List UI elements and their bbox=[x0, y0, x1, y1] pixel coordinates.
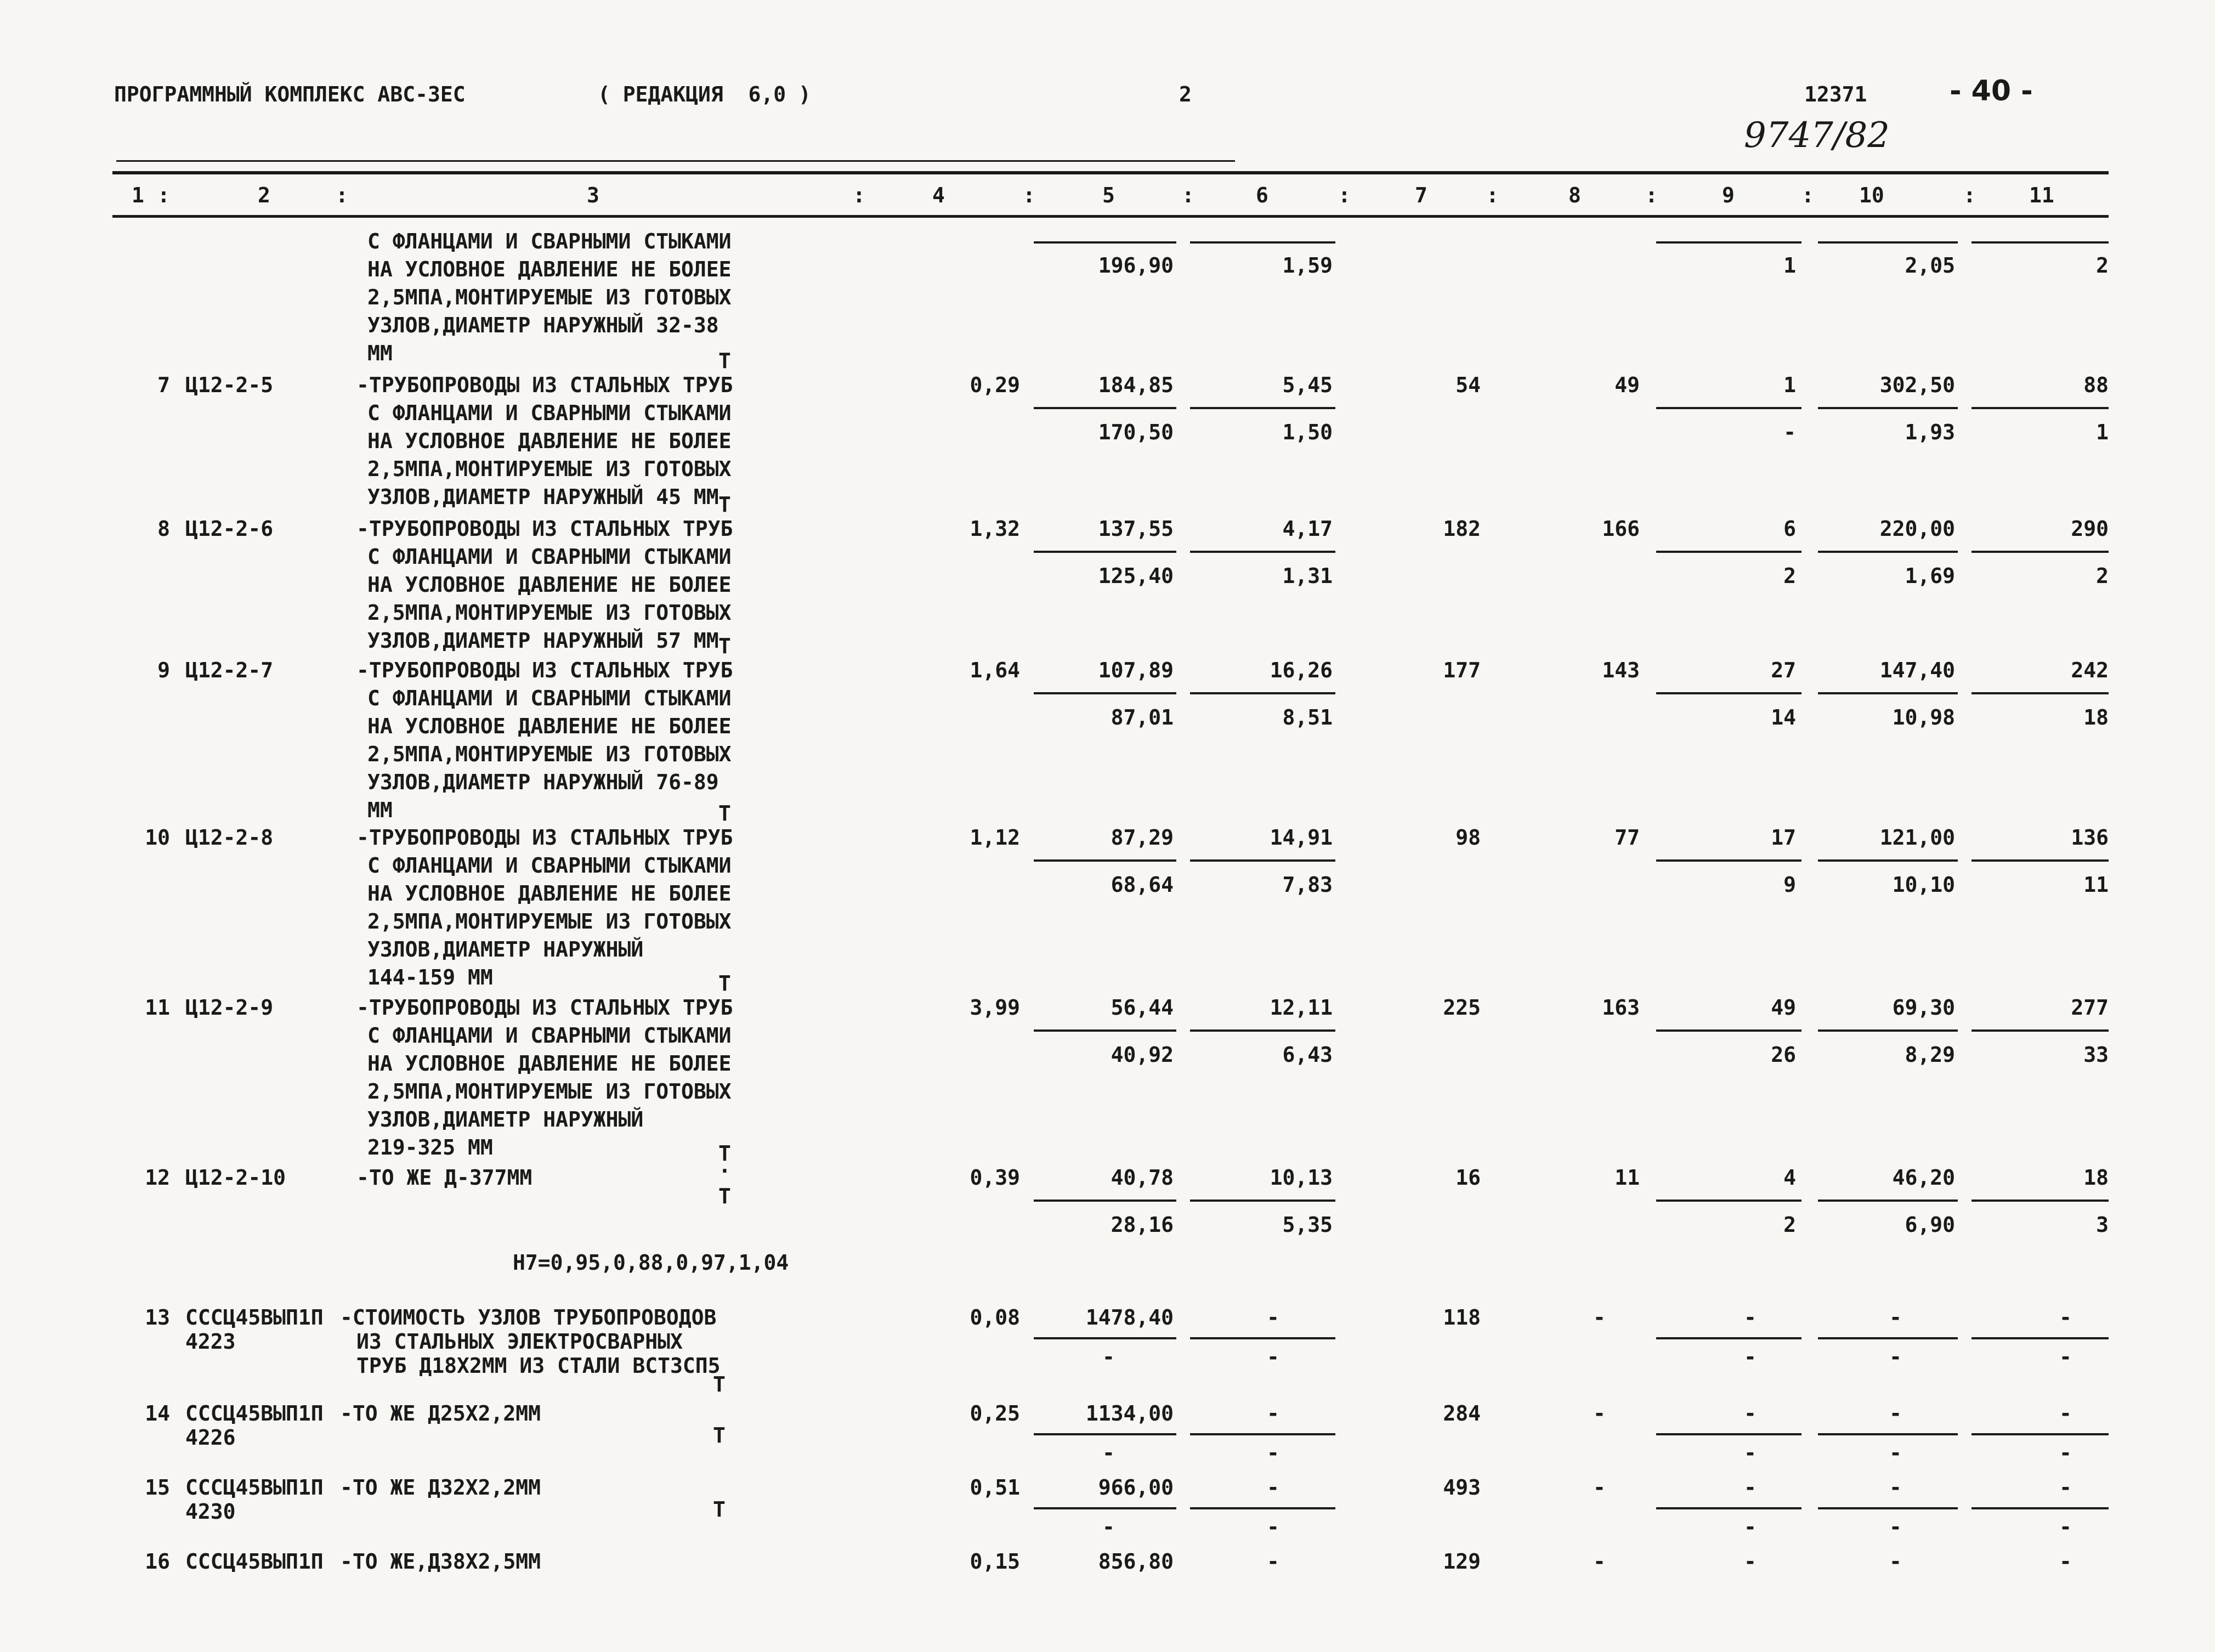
cell-dash-bottom: - bbox=[1889, 1441, 1902, 1465]
coefficient-line: Н7=0,95,0,88,0,97,1,04 bbox=[513, 1251, 789, 1275]
cell-dash: - bbox=[1744, 1475, 1757, 1500]
cell-col10-top: 147,40 bbox=[1879, 658, 1955, 682]
cont-fraction-c10 bbox=[1818, 241, 1958, 244]
cell-col8: 163 bbox=[1602, 995, 1640, 1020]
cell-col7: 98 bbox=[1455, 825, 1481, 850]
cell-col9-bottom: 2 bbox=[1783, 564, 1796, 588]
cell-col6-bottom: 1,31 bbox=[1282, 564, 1333, 588]
row8-fraction-c11 bbox=[1972, 551, 2109, 553]
row-unit: Т bbox=[718, 493, 731, 517]
mat13-fraction-c11 bbox=[1972, 1337, 2109, 1339]
mat13-fraction-c9 bbox=[1656, 1337, 1802, 1339]
mat13-fraction-c10 bbox=[1818, 1337, 1958, 1339]
cont-fraction-c6 bbox=[1190, 241, 1335, 244]
column-separator: : bbox=[336, 183, 348, 207]
mat15-fraction-c6 bbox=[1190, 1507, 1335, 1509]
description-line: НА УСЛОВНОЕ ДАВЛЕНИЕ НЕ БОЛЕЕ bbox=[367, 257, 732, 281]
cell-dash: - bbox=[1593, 1549, 1606, 1574]
cont-fraction-c9 bbox=[1656, 241, 1802, 244]
cell-col8: 77 bbox=[1614, 825, 1640, 850]
cell-dash: - bbox=[1889, 1549, 1902, 1574]
description-line: НА УСЛОВНОЕ ДАВЛЕНИЕ НЕ БОЛЕЕ bbox=[367, 429, 732, 453]
description-line: 2,5МПА,МОНТИРУЕМЫЕ ИЗ ГОТОВЫХ bbox=[367, 601, 732, 625]
column-separator: : bbox=[157, 183, 170, 207]
description-line: 2,5МПА,МОНТИРУЕМЫЕ ИЗ ГОТОВЫХ bbox=[367, 742, 732, 766]
mat13-fraction-c6 bbox=[1190, 1337, 1335, 1339]
description-line: С ФЛАНЦАМИ И СВАРНЫМИ СТЫКАМИ bbox=[367, 229, 732, 253]
cell-dash: - bbox=[1744, 1401, 1757, 1425]
cell-col9: 1 bbox=[1783, 253, 1796, 278]
row7-fraction-c6 bbox=[1190, 407, 1335, 409]
row-unit: Т bbox=[718, 1184, 731, 1208]
row-number: 10 bbox=[145, 825, 170, 850]
row-number: 9 bbox=[157, 658, 170, 682]
description-line: УЗЛОВ,ДИАМЕТР НАРУЖНЫЙ bbox=[367, 937, 644, 961]
cell-dash-bottom: - bbox=[2059, 1515, 2072, 1539]
column-separator: : bbox=[1338, 183, 1351, 207]
row12-fraction-c11 bbox=[1972, 1200, 2109, 1202]
mat14-fraction-c5 bbox=[1034, 1433, 1176, 1435]
row-code: Ц12-2-9 bbox=[185, 995, 274, 1020]
cell-col11-top: 277 bbox=[2071, 995, 2109, 1020]
cell-dash-bottom: - bbox=[1889, 1515, 1902, 1539]
cell-col4: 0,39 bbox=[970, 1166, 1020, 1190]
cell-col7: 118 bbox=[1443, 1305, 1481, 1329]
cell-dash: - bbox=[1889, 1401, 1902, 1425]
description-line: 144-159 ММ bbox=[367, 965, 493, 989]
cell-col11-bottom: 18 bbox=[2083, 705, 2109, 729]
cell-col9-top: 6 bbox=[1783, 517, 1796, 541]
cell-col5-top: 40,78 bbox=[1111, 1166, 1174, 1190]
description-line: 2,5МПА,МОНТИРУЕМЫЕ ИЗ ГОТОВЫХ bbox=[367, 285, 732, 309]
cell-dash-bottom: - bbox=[2059, 1441, 2072, 1465]
cell-col11-bottom: 3 bbox=[2096, 1213, 2109, 1237]
row-number: 8 bbox=[157, 517, 170, 541]
cell-col10-top: 121,00 bbox=[1879, 825, 1955, 850]
description-line: -ТРУБОПРОВОДЫ ИЗ СТАЛЬНЫХ ТРУБ bbox=[356, 373, 733, 397]
description-line: 2,5МПА,МОНТИРУЕМЫЕ ИЗ ГОТОВЫХ bbox=[367, 457, 732, 481]
description-line: УЗЛОВ,ДИАМЕТР НАРУЖНЫЙ 76-89 bbox=[367, 770, 719, 794]
cell-col9-bottom: 2 bbox=[1783, 1213, 1796, 1237]
column-separator: : bbox=[1023, 183, 1035, 207]
cell-dash: - bbox=[2059, 1475, 2072, 1500]
row9-fraction-c11 bbox=[1972, 692, 2109, 694]
row-code: Ц12-2-6 bbox=[185, 517, 274, 541]
cell-col5: 196,90 bbox=[1098, 253, 1174, 278]
sheet-number: 2 bbox=[1179, 82, 1192, 106]
cell-col4: 3,99 bbox=[970, 995, 1020, 1020]
cell-col10-bottom: 10,98 bbox=[1892, 705, 1955, 729]
row-code-cont: 4230 bbox=[185, 1500, 236, 1524]
cell-col5-top: 56,44 bbox=[1111, 995, 1174, 1020]
cell-col9-top: 27 bbox=[1771, 658, 1796, 682]
column-separator: : bbox=[1645, 183, 1658, 207]
cell-dash: - bbox=[1593, 1475, 1606, 1500]
cell-dash: - bbox=[2059, 1401, 2072, 1425]
mat15-fraction-c9 bbox=[1656, 1507, 1802, 1509]
cell-col11-bottom: 11 bbox=[2083, 873, 2109, 897]
cell-col11-bottom: 2 bbox=[2096, 564, 2109, 588]
cell-dash-bottom: - bbox=[1267, 1345, 1279, 1369]
column-separator: : bbox=[1486, 183, 1499, 207]
cell-col7: 16 bbox=[1455, 1166, 1481, 1190]
column-header-4: 4 bbox=[932, 183, 945, 207]
mat14-fraction-c11 bbox=[1972, 1433, 2109, 1435]
description-line: -ТО ЖЕ Д-377ММ bbox=[356, 1166, 532, 1190]
row12-fraction-c5 bbox=[1034, 1200, 1176, 1202]
description-line: -ТО ЖЕ Д25Х2,2ММ bbox=[340, 1401, 541, 1425]
cell-col6-top: 4,17 bbox=[1282, 517, 1333, 541]
description-line: -ТРУБОПРОВОДЫ ИЗ СТАЛЬНЫХ ТРУБ bbox=[356, 825, 733, 850]
cell-col4: 0,15 bbox=[970, 1549, 1020, 1574]
description-line: ММ bbox=[367, 798, 393, 822]
cell-col4: 1,12 bbox=[970, 825, 1020, 850]
cell-col5: 966,00 bbox=[1098, 1475, 1174, 1500]
cell-col8: 166 bbox=[1602, 517, 1640, 541]
cell-col6-bottom: 8,51 bbox=[1282, 705, 1333, 729]
column-header-1: 1 bbox=[132, 183, 144, 207]
cell-col5: 1478,40 bbox=[1085, 1305, 1174, 1329]
cell-col10-top: 46,20 bbox=[1892, 1166, 1955, 1190]
cell-col4: 0,08 bbox=[970, 1305, 1020, 1329]
cell-col4: 0,51 bbox=[970, 1475, 1020, 1500]
description-line: 219-325 ММ bbox=[367, 1135, 493, 1159]
cell-col9-top: 17 bbox=[1771, 825, 1796, 850]
description-line: -ТРУБОПРОВОДЫ ИЗ СТАЛЬНЫХ ТРУБ bbox=[356, 517, 733, 541]
stamp-underline bbox=[116, 160, 1235, 162]
mat14-fraction-c6 bbox=[1190, 1433, 1335, 1435]
column-header-9: 9 bbox=[1722, 183, 1735, 207]
cell-col9-top: 4 bbox=[1783, 1166, 1796, 1190]
mat15-fraction-c11 bbox=[1972, 1507, 2109, 1509]
cell-col6-bottom: 1,50 bbox=[1282, 420, 1333, 444]
mat15-fraction-c5 bbox=[1034, 1507, 1176, 1509]
cell-dash-bottom: - bbox=[1102, 1441, 1115, 1465]
cell-col11-bottom: 1 bbox=[2096, 420, 2109, 444]
row-number: 14 bbox=[145, 1401, 170, 1425]
row-number: 11 bbox=[145, 995, 170, 1020]
column-header-7: 7 bbox=[1415, 183, 1427, 207]
cell-col5: 856,80 bbox=[1098, 1549, 1174, 1574]
description-line: 2,5МПА,МОНТИРУЕМЫЕ ИЗ ГОТОВЫХ bbox=[367, 909, 732, 934]
row8-fraction-c5 bbox=[1034, 551, 1176, 553]
row-code: Ц12-2-8 bbox=[185, 825, 274, 850]
cont-fraction-c5 bbox=[1034, 241, 1176, 244]
cell-dash: - bbox=[1593, 1401, 1606, 1425]
row-code: СССЦ45ВЫП1П bbox=[185, 1549, 324, 1574]
row-code: Ц12-2-5 bbox=[185, 373, 274, 397]
row10-fraction-c9 bbox=[1656, 859, 1802, 862]
cell-col6-top: 16,26 bbox=[1270, 658, 1333, 682]
cell-col5-bottom: 28,16 bbox=[1111, 1213, 1174, 1237]
cell-col6-bottom: 6,43 bbox=[1282, 1043, 1333, 1067]
description-line: УЗЛОВ,ДИАМЕТР НАРУЖНЫЙ bbox=[367, 1107, 644, 1131]
row-code: СССЦ45ВЫП1П bbox=[185, 1401, 324, 1425]
row11-fraction-c11 bbox=[1972, 1029, 2109, 1032]
row-number: 15 bbox=[145, 1475, 170, 1500]
cell-col5-bottom: 68,64 bbox=[1111, 873, 1174, 897]
row11-fraction-c10 bbox=[1818, 1029, 1958, 1032]
column-header-11: 11 bbox=[2029, 183, 2054, 207]
description-line: УЗЛОВ,ДИАМЕТР НАРУЖНЫЙ 57 ММ bbox=[367, 629, 719, 653]
cell-col7: 182 bbox=[1443, 517, 1481, 541]
cell-col6-bottom: 7,83 bbox=[1282, 873, 1333, 897]
row-code: Ц12-2-7 bbox=[185, 658, 274, 682]
cell-col4: 1,32 bbox=[970, 517, 1020, 541]
cell-dash: - bbox=[1744, 1549, 1757, 1574]
cell-col10-bottom: 10,10 bbox=[1892, 873, 1955, 897]
cont-fraction-c11 bbox=[1972, 241, 2109, 244]
page-number: - 40 - bbox=[1950, 75, 2033, 108]
cell-col10-bottom: 1,93 bbox=[1905, 420, 1955, 444]
column-header-2: 2 bbox=[258, 183, 270, 207]
row10-fraction-c5 bbox=[1034, 859, 1176, 862]
row-unit: Т bbox=[718, 1141, 731, 1166]
description-line: 2,5МПА,МОНТИРУЕМЫЕ ИЗ ГОТОВЫХ bbox=[367, 1079, 732, 1104]
row8-fraction-c10 bbox=[1818, 551, 1958, 553]
cell-col7: 129 bbox=[1443, 1549, 1481, 1574]
cell-dash: - bbox=[1889, 1475, 1902, 1500]
cell-dash: - bbox=[1744, 1305, 1757, 1329]
cell-col10-bottom: 8,29 bbox=[1905, 1043, 1955, 1067]
description-line: -ТО ЖЕ,Д38Х2,5ММ bbox=[340, 1549, 541, 1574]
cell-dash: - bbox=[1267, 1401, 1279, 1425]
description-line: С ФЛАНЦАМИ И СВАРНЫМИ СТЫКАМИ bbox=[367, 686, 732, 710]
cell-col10-top: 69,30 bbox=[1892, 995, 1955, 1020]
row-unit: Т bbox=[713, 1497, 726, 1521]
description-line: -ТРУБОПРОВОДЫ ИЗ СТАЛЬНЫХ ТРУБ bbox=[356, 995, 733, 1020]
cell-dash: - bbox=[2059, 1549, 2072, 1574]
row-unit: Т bbox=[718, 634, 731, 658]
row7-fraction-c9 bbox=[1656, 407, 1802, 409]
cell-col5-top: 184,85 bbox=[1098, 373, 1174, 397]
row8-fraction-c6 bbox=[1190, 551, 1335, 553]
cell-col9-top: 49 bbox=[1771, 995, 1796, 1020]
description-line: УЗЛОВ,ДИАМЕТР НАРУЖНЫЙ 32-38 bbox=[367, 313, 719, 337]
cell-col6-top: 10,13 bbox=[1270, 1166, 1333, 1190]
column-header-6: 6 bbox=[1256, 183, 1268, 207]
column-separator: : bbox=[853, 183, 865, 207]
handwritten-stamp: 9747/82 bbox=[1744, 115, 1890, 156]
edition-label: ( РЕДАКЦИЯ 6,0 ) bbox=[598, 82, 811, 106]
column-header-3: 3 bbox=[587, 183, 599, 207]
description-line: ИЗ СТАЛЬНЫХ ЭЛЕКТРОСВАРНЫХ bbox=[356, 1329, 683, 1354]
row-number: 16 bbox=[145, 1549, 170, 1574]
cell-col9-top: 1 bbox=[1783, 373, 1796, 397]
row7-fraction-c5 bbox=[1034, 407, 1176, 409]
description-line: -ТО ЖЕ Д32Х2,2ММ bbox=[340, 1475, 541, 1500]
cell-col5-top: 107,89 bbox=[1098, 658, 1174, 682]
description-line: -СТОИМОСТЬ УЗЛОВ ТРУБОПРОВОДОВ bbox=[340, 1305, 717, 1329]
cell-col5-top: 87,29 bbox=[1111, 825, 1174, 850]
cell-col9-bottom: - bbox=[1783, 420, 1796, 444]
row7-fraction-c10 bbox=[1818, 407, 1958, 409]
cell-col11-top: 290 bbox=[2071, 517, 2109, 541]
row-number: 7 bbox=[157, 373, 170, 397]
row-unit-dot: · bbox=[718, 1159, 731, 1183]
description-line: НА УСЛОВНОЕ ДАВЛЕНИЕ НЕ БОЛЕЕ bbox=[367, 573, 732, 597]
cell-col6-bottom: 5,35 bbox=[1282, 1213, 1333, 1237]
header-rule-bottom bbox=[112, 215, 2109, 218]
cell-dash-bottom: - bbox=[1744, 1515, 1757, 1539]
row8-fraction-c9 bbox=[1656, 551, 1802, 553]
mat14-fraction-c9 bbox=[1656, 1433, 1802, 1435]
description-line: С ФЛАНЦАМИ И СВАРНЫМИ СТЫКАМИ bbox=[367, 545, 732, 569]
cell-dash-bottom: - bbox=[1267, 1515, 1279, 1539]
cell-col5: 1134,00 bbox=[1085, 1401, 1174, 1425]
cell-col11-top: 242 bbox=[2071, 658, 2109, 682]
cell-col9-bottom: 9 bbox=[1783, 873, 1796, 897]
cell-col8: 143 bbox=[1602, 658, 1640, 682]
cell-dash-bottom: - bbox=[1267, 1441, 1279, 1465]
row10-fraction-c6 bbox=[1190, 859, 1335, 862]
description-line: НА УСЛОВНОЕ ДАВЛЕНИЕ НЕ БОЛЕЕ bbox=[367, 881, 732, 906]
row-unit: Т bbox=[713, 1423, 726, 1447]
cell-dash-bottom: - bbox=[1744, 1345, 1757, 1369]
cell-col9-bottom: 26 bbox=[1771, 1043, 1796, 1067]
column-separator: : bbox=[1182, 183, 1194, 207]
column-separator: : bbox=[1963, 183, 1976, 207]
row10-fraction-c10 bbox=[1818, 859, 1958, 862]
description-line: НА УСЛОВНОЕ ДАВЛЕНИЕ НЕ БОЛЕЕ bbox=[367, 714, 732, 738]
row10-fraction-c11 bbox=[1972, 859, 2109, 862]
cell-col10-top: 220,00 bbox=[1879, 517, 1955, 541]
description-line: -ТРУБОПРОВОДЫ ИЗ СТАЛЬНЫХ ТРУБ bbox=[356, 658, 733, 682]
row-number: 12 bbox=[145, 1166, 170, 1190]
description-line: УЗЛОВ,ДИАМЕТР НАРУЖНЫЙ 45 ММ bbox=[367, 485, 719, 509]
mat14-fraction-c10 bbox=[1818, 1433, 1958, 1435]
cell-dash: - bbox=[1267, 1475, 1279, 1500]
cell-dash: - bbox=[1267, 1549, 1279, 1574]
program-title: ПРОГРАММНЫЙ КОМПЛЕКС АВС-ЗЕС bbox=[114, 82, 466, 106]
row11-fraction-c9 bbox=[1656, 1029, 1802, 1032]
cell-col10-bottom: 1,69 bbox=[1905, 564, 1955, 588]
description-line: ММ bbox=[367, 341, 393, 365]
description-line: ТРУБ Д18Х2ММ ИЗ СТАЛИ ВСТ3СП5 bbox=[356, 1354, 721, 1378]
row-code-cont: 4226 bbox=[185, 1425, 236, 1450]
cell-col7: 284 bbox=[1443, 1401, 1481, 1425]
cell-col6-top: 5,45 bbox=[1282, 373, 1333, 397]
row-code-cont: 4223 bbox=[185, 1329, 236, 1354]
cell-col10-bottom: 6,90 bbox=[1905, 1213, 1955, 1237]
row12-fraction-c9 bbox=[1656, 1200, 1802, 1202]
cell-col8: 11 bbox=[1614, 1166, 1640, 1190]
cell-col10-top: 302,50 bbox=[1879, 373, 1955, 397]
header-rule-top bbox=[112, 171, 2109, 174]
row12-fraction-c6 bbox=[1190, 1200, 1335, 1202]
cell-col6: 1,59 bbox=[1282, 253, 1333, 278]
cell-dash: - bbox=[2059, 1305, 2072, 1329]
cell-col10: 2,05 bbox=[1905, 253, 1955, 278]
cell-dash-bottom: - bbox=[1102, 1345, 1115, 1369]
cell-col4: 0,25 bbox=[970, 1401, 1020, 1425]
row9-fraction-c5 bbox=[1034, 692, 1176, 694]
cell-col9-bottom: 14 bbox=[1771, 705, 1796, 729]
cell-col11-top: 136 bbox=[2071, 825, 2109, 850]
cell-dash: - bbox=[1593, 1305, 1606, 1329]
cell-col5-bottom: 40,92 bbox=[1111, 1043, 1174, 1067]
cell-col11: 2 bbox=[2096, 253, 2109, 278]
cell-col8: 49 bbox=[1614, 373, 1640, 397]
column-header-5: 5 bbox=[1102, 183, 1115, 207]
row-unit: Т bbox=[718, 801, 731, 825]
mat15-fraction-c10 bbox=[1818, 1507, 1958, 1509]
cell-dash-bottom: - bbox=[1102, 1515, 1115, 1539]
cell-dash: - bbox=[1267, 1305, 1279, 1329]
row-unit: Т bbox=[713, 1372, 726, 1396]
row9-fraction-c10 bbox=[1818, 692, 1958, 694]
cell-dash-bottom: - bbox=[1889, 1345, 1902, 1369]
cell-col11-bottom: 33 bbox=[2083, 1043, 2109, 1067]
cell-col7: 493 bbox=[1443, 1475, 1481, 1500]
cell-col6-top: 12,11 bbox=[1270, 995, 1333, 1020]
row9-fraction-c6 bbox=[1190, 692, 1335, 694]
row-code: Ц12-2-10 bbox=[185, 1166, 286, 1190]
cell-col7: 54 bbox=[1455, 373, 1481, 397]
cell-col11-top: 88 bbox=[2083, 373, 2109, 397]
row-unit: Т bbox=[718, 971, 731, 995]
cell-col4: 1,64 bbox=[970, 658, 1020, 682]
document-code: 12371 bbox=[1804, 82, 1867, 106]
row-number: 13 bbox=[145, 1305, 170, 1329]
cell-col7: 177 bbox=[1443, 658, 1481, 682]
cell-col11-top: 18 bbox=[2083, 1166, 2109, 1190]
column-header-10: 10 bbox=[1859, 183, 1884, 207]
row7-fraction-c11 bbox=[1972, 407, 2109, 409]
row9-fraction-c9 bbox=[1656, 692, 1802, 694]
cell-col6-top: 14,91 bbox=[1270, 825, 1333, 850]
description-line: НА УСЛОВНОЕ ДАВЛЕНИЕ НЕ БОЛЕЕ bbox=[367, 1051, 732, 1076]
column-separator: : bbox=[1802, 183, 1814, 207]
cell-col5-bottom: 87,01 bbox=[1111, 705, 1174, 729]
cell-col5-bottom: 170,50 bbox=[1098, 420, 1174, 444]
description-line: С ФЛАНЦАМИ И СВАРНЫМИ СТЫКАМИ bbox=[367, 853, 732, 878]
mat13-fraction-c5 bbox=[1034, 1337, 1176, 1339]
row-code: СССЦ45ВЫП1П bbox=[185, 1475, 324, 1500]
cell-col4: 0,29 bbox=[970, 373, 1020, 397]
row-code: СССЦ45ВЫП1П bbox=[185, 1305, 324, 1329]
cell-col5-bottom: 125,40 bbox=[1098, 564, 1174, 588]
column-header-8: 8 bbox=[1568, 183, 1581, 207]
description-line: С ФЛАНЦАМИ И СВАРНЫМИ СТЫКАМИ bbox=[367, 401, 732, 425]
cell-dash-bottom: - bbox=[1744, 1441, 1757, 1465]
cell-col7: 225 bbox=[1443, 995, 1481, 1020]
row-unit: Т bbox=[718, 349, 731, 373]
row12-fraction-c10 bbox=[1818, 1200, 1958, 1202]
cell-dash-bottom: - bbox=[2059, 1345, 2072, 1369]
cell-dash: - bbox=[1889, 1305, 1902, 1329]
row11-fraction-c5 bbox=[1034, 1029, 1176, 1032]
description-line: С ФЛАНЦАМИ И СВАРНЫМИ СТЫКАМИ bbox=[367, 1023, 732, 1048]
row11-fraction-c6 bbox=[1190, 1029, 1335, 1032]
cell-col5-top: 137,55 bbox=[1098, 517, 1174, 541]
